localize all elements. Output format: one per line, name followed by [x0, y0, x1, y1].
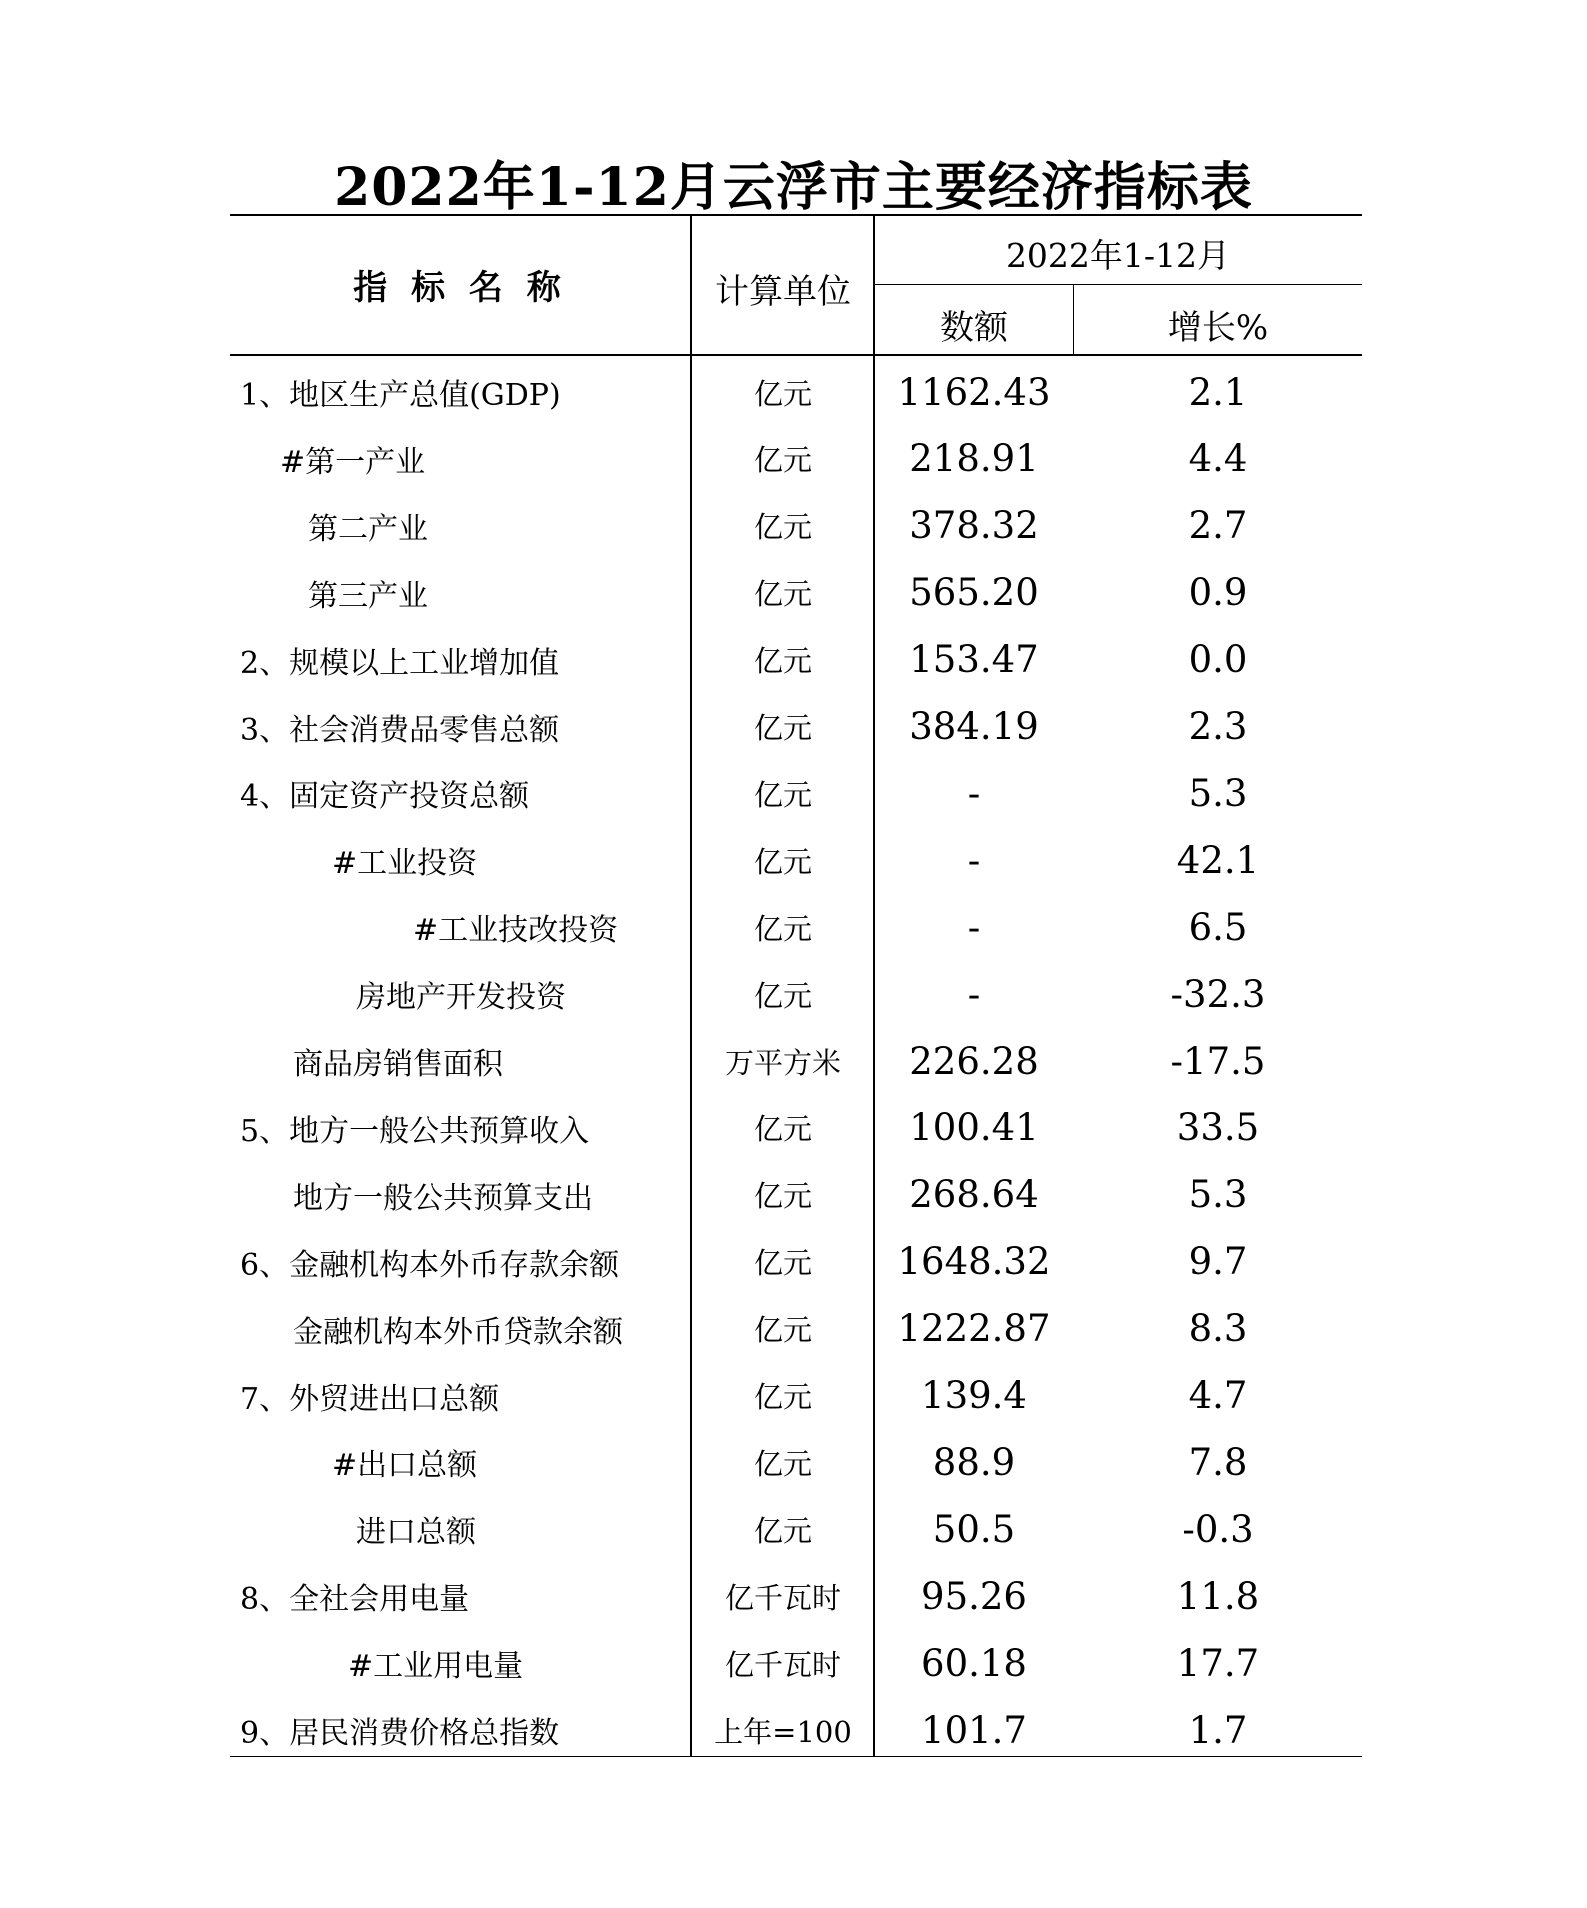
row-indicator-name: 进口总额: [356, 1515, 476, 1551]
header-indicator-name: 指 标 名 称: [353, 268, 567, 308]
row-growth: 2.3: [1188, 705, 1248, 748]
row-growth: -32.3: [1170, 972, 1266, 1016]
row-unit: 亿元: [753, 1246, 812, 1281]
row-indicator-name: #出口总额: [332, 1448, 478, 1484]
row-growth: 7.8: [1188, 1440, 1248, 1484]
row-indicator-name: 7、外贸进出口总额: [240, 1381, 500, 1417]
header-unit: 计算单位: [715, 272, 851, 312]
row-value: 218.91: [909, 437, 1039, 481]
row-value: 139.4: [921, 1374, 1027, 1417]
row-growth: -17.5: [1170, 1039, 1266, 1083]
row-growth: 42.1: [1176, 838, 1260, 882]
row-indicator-name: 第三产业: [308, 578, 428, 614]
row-indicator-name: 2、规模以上工业增加值: [240, 645, 560, 681]
row-unit: 亿千瓦时: [724, 1580, 841, 1615]
row-unit: 亿元: [753, 844, 812, 879]
row-indicator-name: 9、居民消费价格总指数: [240, 1716, 560, 1751]
row-indicator-name: 5、地方一般公共预算收入: [240, 1113, 590, 1149]
row-indicator-name: 6、金融机构本外币存款余额: [240, 1247, 620, 1283]
row-value: -: [967, 905, 981, 949]
row-unit: 亿元: [753, 911, 812, 946]
row-indicator-name: 8、全社会用电量: [240, 1582, 470, 1618]
row-value: 1648.32: [897, 1240, 1051, 1284]
row-value: 1162.43: [897, 370, 1051, 414]
row-growth: 0.0: [1188, 638, 1248, 682]
row-value: -: [967, 771, 981, 815]
row-unit: 亿元: [753, 1179, 812, 1214]
row-value: 95.26: [921, 1574, 1027, 1618]
row-value: 1222.87: [897, 1307, 1051, 1351]
row-unit: 亿千瓦时: [724, 1647, 841, 1682]
row-growth: -0.3: [1182, 1507, 1254, 1551]
table-top-rule: [230, 214, 1362, 216]
row-value: 100.41: [909, 1106, 1039, 1150]
row-unit: 亿元: [753, 1112, 812, 1147]
row-indicator-name: #工业投资: [332, 846, 478, 882]
row-growth: 4.4: [1188, 437, 1248, 481]
period-divider-rule: [874, 284, 1362, 285]
row-unit: 亿元: [753, 1446, 812, 1481]
row-value: 101.7: [921, 1708, 1027, 1752]
row-value: 268.64: [909, 1173, 1039, 1217]
row-growth: 4.7: [1188, 1374, 1248, 1417]
row-growth: 0.9: [1188, 571, 1248, 615]
row-indicator-name: 3、社会消费品零售总额: [240, 712, 560, 748]
row-growth: 9.7: [1188, 1240, 1248, 1284]
row-growth: 5.3: [1188, 1173, 1248, 1217]
row-growth: 8.3: [1188, 1307, 1248, 1351]
row-growth: 17.7: [1176, 1641, 1260, 1685]
row-value: 565.20: [909, 571, 1039, 615]
row-value: 384.19: [909, 705, 1039, 748]
row-value: -: [967, 838, 981, 882]
row-indicator-name: 房地产开发投资: [356, 980, 566, 1016]
page-title: 2022年1-12月云浮市主要经济指标表: [334, 157, 1253, 218]
row-unit: 亿元: [753, 644, 812, 679]
header-period: 2022年1-12月: [1005, 236, 1231, 275]
row-indicator-name: #工业用电量: [348, 1649, 524, 1685]
row-growth: 6.5: [1188, 905, 1248, 949]
row-unit: 亿元: [753, 777, 812, 812]
row-unit: 亿元: [753, 1380, 812, 1414]
row-unit: 亿元: [753, 510, 812, 545]
row-indicator-name: 金融机构本外币贷款余额: [293, 1314, 623, 1350]
row-unit: 亿元: [753, 1313, 812, 1348]
row-growth: 5.3: [1188, 771, 1248, 815]
row-value: 226.28: [909, 1039, 1039, 1083]
header-growth: 增长%: [1167, 308, 1269, 348]
header-value: 数额: [940, 308, 1008, 348]
header-bottom-rule: [230, 354, 1362, 356]
row-growth: 11.8: [1176, 1574, 1260, 1618]
row-value: 378.32: [909, 504, 1039, 548]
row-growth: 1.7: [1188, 1708, 1248, 1752]
row-growth: 2.1: [1188, 370, 1248, 414]
row-value: -: [967, 972, 981, 1016]
row-unit: 亿元: [753, 577, 812, 612]
row-unit: 亿元: [753, 376, 812, 411]
row-unit: 亿元: [753, 978, 812, 1013]
row-unit: 万平方米: [724, 1045, 841, 1080]
row-value: 153.47: [909, 638, 1039, 682]
row-growth: 2.7: [1188, 504, 1248, 548]
row-indicator-name: 4、固定资产投资总额: [240, 779, 530, 815]
row-indicator-name: 地方一般公共预算支出: [293, 1180, 593, 1216]
row-unit: 亿元: [753, 711, 812, 745]
row-indicator-name: #工业技改投资: [413, 913, 619, 949]
row-growth: 33.5: [1176, 1106, 1260, 1150]
row-indicator-name: 1、地区生产总值(GDP): [240, 378, 561, 413]
row-unit: 上年=100: [714, 1714, 852, 1749]
row-unit: 亿元: [753, 1513, 812, 1548]
row-indicator-name: 第二产业: [308, 511, 428, 547]
row-value: 50.5: [932, 1507, 1016, 1551]
row-value: 88.9: [932, 1440, 1016, 1484]
row-indicator-name: 商品房销售面积: [293, 1047, 503, 1082]
row-indicator-name: #第一产业: [280, 444, 426, 480]
row-unit: 亿元: [753, 443, 812, 478]
row-value: 60.18: [921, 1641, 1027, 1685]
